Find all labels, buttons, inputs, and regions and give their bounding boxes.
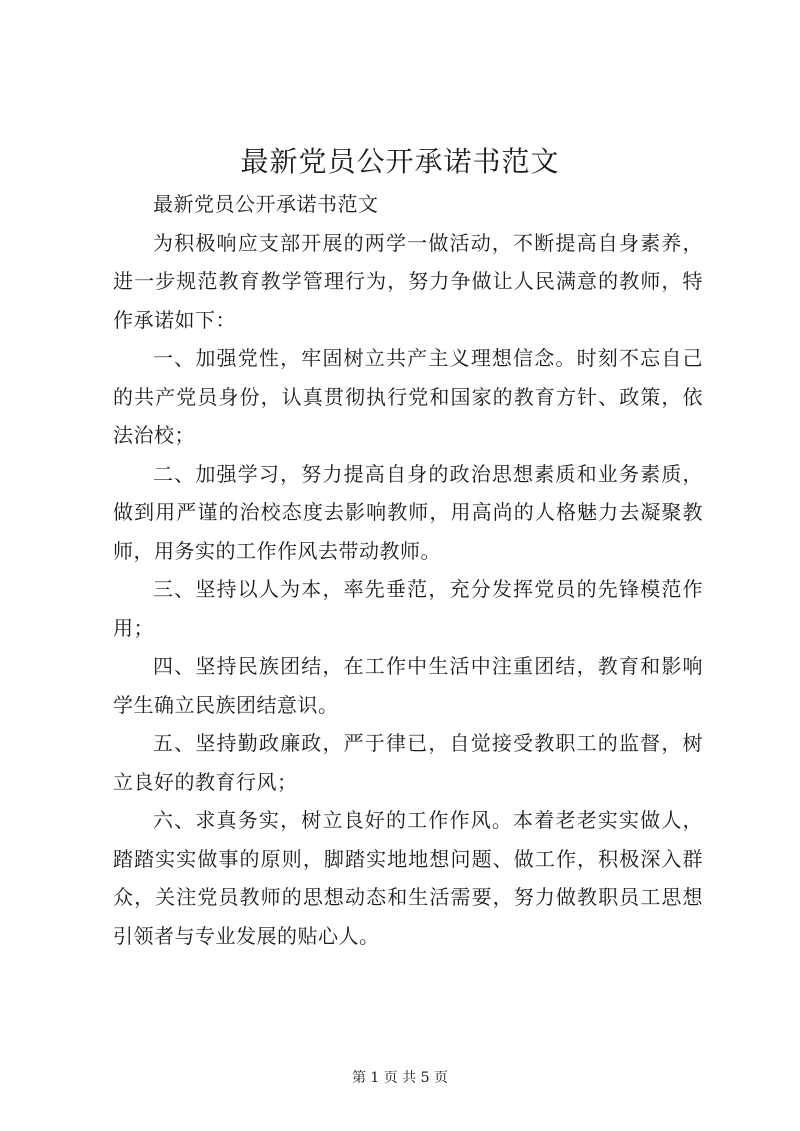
paragraph-item-5: 五、坚持勤政廉政，严于律已，自觉接受教职工的监督，树立良好的教育行风； [113,731,703,794]
paragraph-item-1: 一、加强党性，牢固树立共产主义理想信念。时刻不忘自己的共产党员身份，认真贯彻执行党和国家的教育方针、政策，依法治校； [113,346,703,447]
paragraph-item-3: 三、坚持以人为本，率先垂范，充分发挥党员的先锋模范作用； [113,577,703,640]
paragraph-item-2: 二、加强学习，努力提高自身的政治思想素质和业务素质，做到用严谨的治校态度去影响教师，用高尚的人格魅力去凝聚教师，用务实的工作作风去带动教师。 [113,461,703,563]
paragraph-intro: 为积极响应支部开展的两学一做活动，不断提高自身素养，进一步规范教育教学管理行为，努力争做让人民满意的教师，特作承诺如下： [113,230,703,332]
document-title: 最新党员公开承诺书范文 [240,145,560,178]
page-footer: 第 1 页 共 5 页 [351,1070,449,1086]
paragraph-subtitle: 最新党员公开承诺书范文 [153,192,379,216]
document-body [113,185,703,955]
paragraph-item-6: 六、求真务实，树立良好的工作作风。本着老老实实做人，踏踏实实做事的原则，脚踏实地地想问题、做工作，积极深入群众，关注党员教师的思想动态和生活需要，努力做教职员工思想引领者与专业发展的贴心人。 [113,808,703,948]
paragraph-item-4: 四、坚持民族团结，在工作中生活中注重团结，教育和影响学生确立民族团结意识。 [113,654,703,717]
